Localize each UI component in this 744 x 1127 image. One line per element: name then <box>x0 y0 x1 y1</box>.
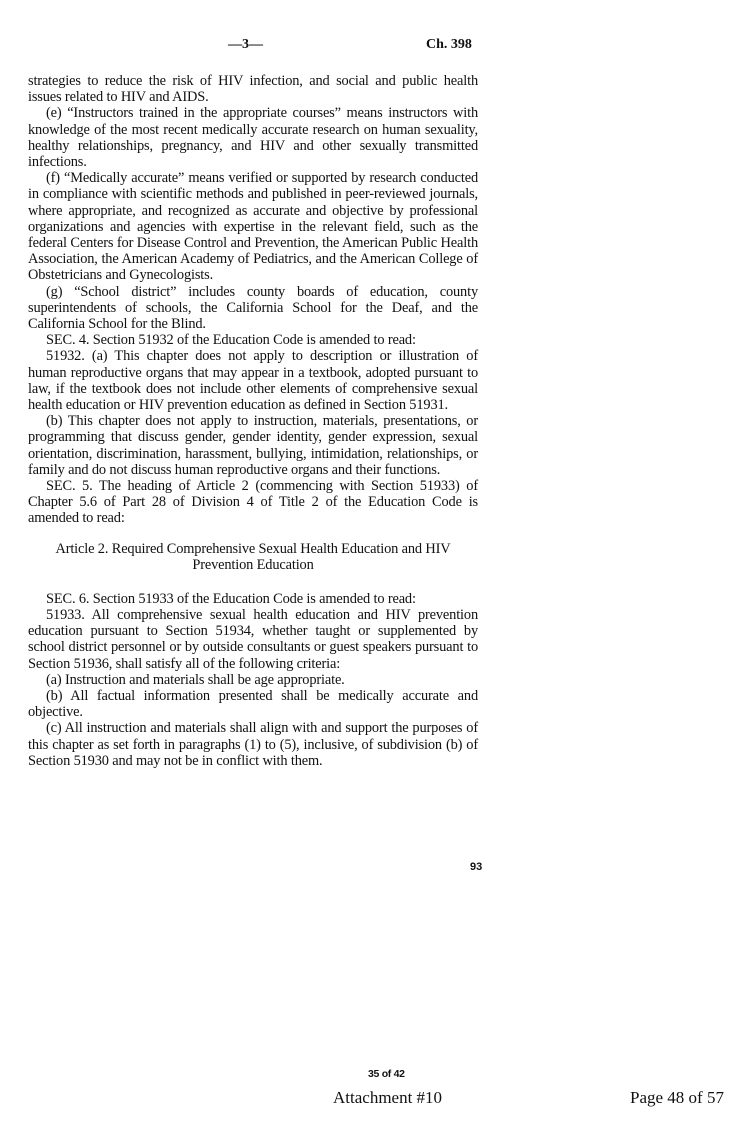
page-marker: —3— <box>228 37 263 52</box>
paragraph-51933-c: (c) All instruction and materials shall align with and support the purposes of this chapter as set forth in paragraphs (1) to (5), inclusive, of subdivision (b) of Section 51930 and may not be in conflict with them. <box>28 720 478 769</box>
article-heading <box>28 541 478 574</box>
paragraph-sec-6: SEC. 6. Section 51933 of the Education Code is amended to read: <box>46 590 416 607</box>
paragraph-51933-a: (a) Instruction and materials shall be age appropriate. <box>46 671 345 688</box>
paragraph-51932-b: (b) This chapter does not apply to instruction, materials, presentations, or programming that discuss gender, gender identity, gender expression, sexual orientation, discrimination, harassment, bullying, intimidation, relationships, or family and do not discuss human reproductive organs and their functions. <box>28 413 478 478</box>
paragraph-definition-g: (g) “School district” includes county boards of education, county superintendents of schools, the California School for the Deaf, and the California School for the Blind. <box>28 283 478 333</box>
bill-number: 93 <box>470 861 483 873</box>
paragraph-continued: strategies to reduce the risk of HIV infection, and social and public health issues related to HIV and AIDS. <box>28 73 478 106</box>
article-heading-line-2: Prevention Education <box>192 557 314 574</box>
document-body <box>28 73 478 769</box>
paragraph-definition-f: (f) “Medically accurate” means verified or supported by research conducted in compliance with scientific methods and published in peer-reviewed journals, where appropriate, and recognized as accurate and objective by professional organizations and agencies with expertise in the relevant field, such as the federal Centers for Disease Control and Prevention, the American Public Health Association, the American Academy of Pediatrics, and the American College of Obstetricians and Gynecologists. <box>28 170 478 284</box>
paragraph-sec-5: SEC. 5. The heading of Article 2 (commencing with Section 51933) of Chapter 5.6 of Part 28 of Division 4 of Title 2 of the Education Code is amended to read: <box>28 478 478 527</box>
footer-attachment: Attachment #10 <box>333 1088 443 1107</box>
footer-page-count: 35 of 42 <box>368 1068 405 1080</box>
paragraph-51933-b: (b) All factual information presented shall be medically accurate and objective. <box>28 687 478 721</box>
page-header <box>0 37 744 55</box>
article-heading-line-1: Article 2. Required Comprehensive Sexual Health Education and HIV <box>55 540 451 557</box>
paragraph-definition-e: (e) “Instructors trained in the appropriate courses” means instructors with knowledge of the most recent medically accurate research on human sexuality, healthy relationships, pregnancy, and HIV and other sexually transmitted infections. <box>28 105 478 171</box>
chapter-number: Ch. 398 <box>426 37 472 52</box>
paragraph-sec-4: SEC. 4. Section 51932 of the Education Code is amended to read: <box>46 332 416 349</box>
footer-page-number: Page 48 of 57 <box>630 1088 724 1107</box>
paragraph-51932-a: 51932. (a) This chapter does not apply to description or illustration of human reproductive organs that may appear in a textbook, adopted pursuant to law, if the textbook does not include other elements of comprehensive sexual health education or HIV prevention education as defined in Section 51931. <box>28 348 478 414</box>
paragraph-51933: 51933. All comprehensive sexual health education and HIV prevention education pursuant to Section 51934, whether taught or supplemented by school district personnel or by outside consultants or guest speakers pursuant to Section 51936, shall satisfy all of the following criteria: <box>28 606 478 672</box>
